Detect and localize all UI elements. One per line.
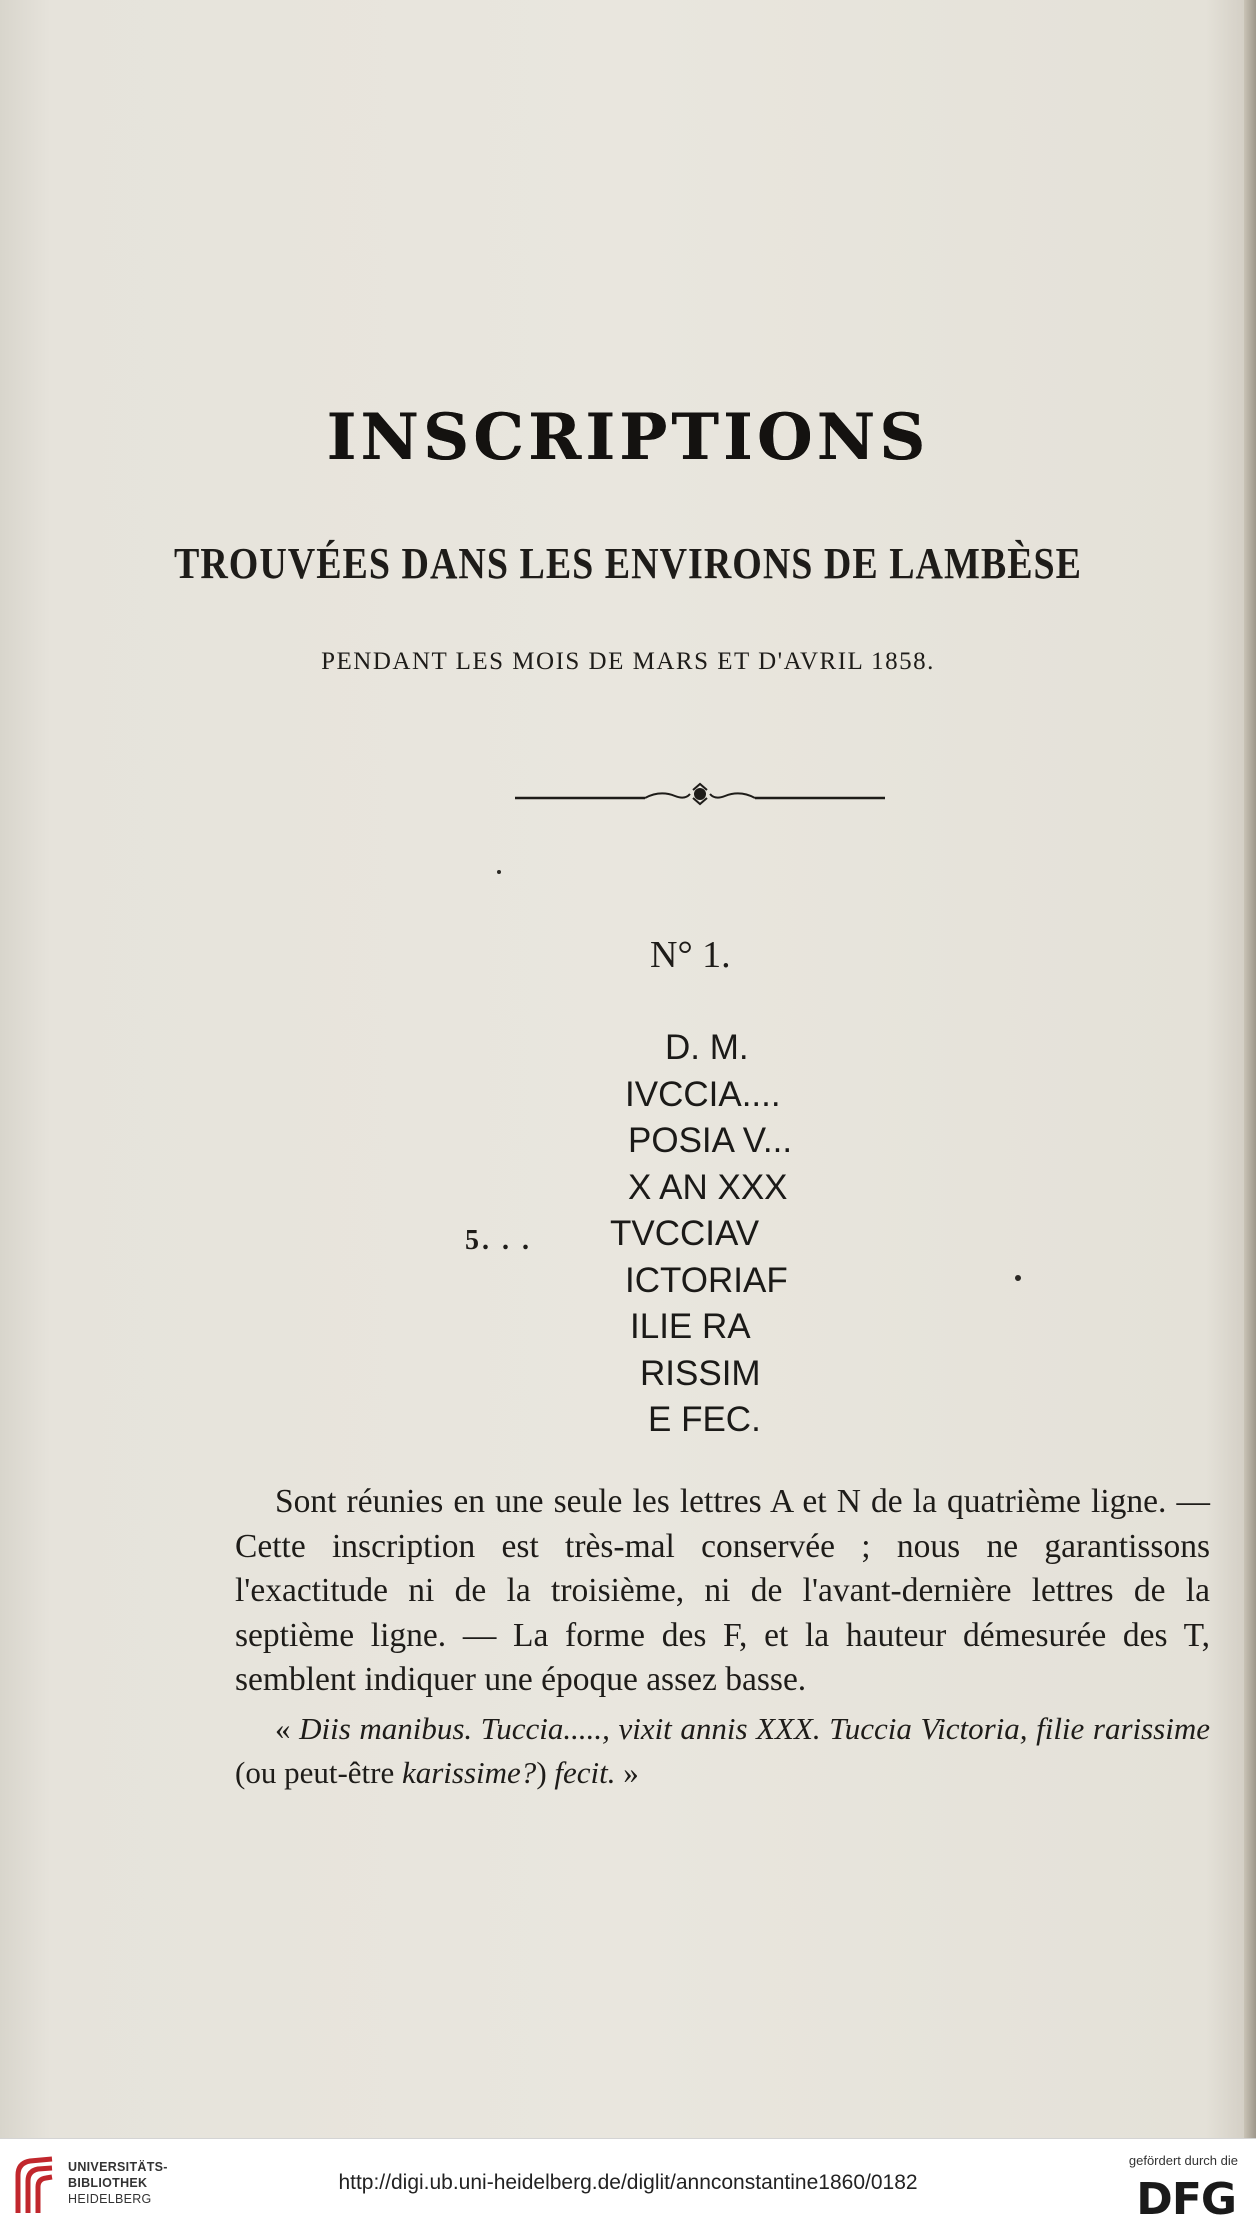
inscription-number: N° 1. [650, 934, 731, 976]
translation-italic: Diis manibus. Tuccia....., vixit annis XXX. Tuccia Victoria, filie rarissime [299, 1710, 1211, 1746]
inscription-line: RISSIM [640, 1353, 761, 1393]
inscription-line: D. M. [665, 1028, 749, 1067]
source-url-link[interactable]: http://digi.ub.uni-heidelberg.de/diglit/annconstantine1860/0182 [338, 2171, 918, 2194]
quote-open: « [275, 1710, 291, 1746]
dfg-logo: DFG [1136, 2174, 1236, 2225]
latin-translation [235, 1707, 1210, 1796]
funded-by-label: gefördert durch die [1128, 2153, 1238, 2168]
inscription-line: X AN XXX [628, 1167, 788, 1207]
commentary-block [235, 1480, 1210, 1796]
ink-speck [497, 870, 501, 874]
footer-bar [0, 2138, 1256, 2232]
translation-italic: fecit. [554, 1755, 616, 1790]
dateline: PENDANT LES MOIS DE MARS ET D'AVRIL 1858. [321, 648, 935, 675]
quote-close: » [623, 1755, 639, 1790]
ink-speck [1015, 1275, 1021, 1281]
page-edge [1244, 0, 1256, 2138]
inscription-line: ILIE RA [630, 1307, 751, 1346]
inscription-line: POSIA V... [628, 1121, 793, 1160]
page-title: INSCRIPTIONS [326, 400, 930, 475]
translation-plain: (ou peut-être [235, 1755, 395, 1790]
commentary-text: Sont réunies en une seule les lettres A et N de la quatrième ligne. — Cette inscription est très-mal conservée ; nous ne garantissons l'exactitude ni de la troisième, ni de l'avant-dernière lettres de la septième ligne. — La forme des F, et la hauteur démesurée des T, semblent indiquer une époque assez basse. [235, 1483, 1210, 1698]
inscription-line: TVCCIAV [610, 1214, 760, 1253]
subtitle: TROUVÉES DANS LES ENVIRONS DE LAMBÈSE [173, 539, 1083, 589]
ornament-divider [515, 780, 885, 810]
library-name-line: HEIDELBERG [68, 2192, 152, 2206]
translation-plain: ) [536, 1755, 547, 1790]
inscription-line: IVCCIA.... [625, 1074, 781, 1114]
inscription-line: ICTORIAF [625, 1260, 788, 1300]
line-number-label: 5. . . [465, 1225, 532, 1256]
inscription-text [600, 1025, 900, 1444]
library-name-line: BIBLIOTHEK [68, 2176, 148, 2190]
translation-italic: karissime? [401, 1755, 537, 1790]
inscription-line: E FEC. [648, 1400, 761, 1439]
library-name-line: UNIVERSITÄTS- [68, 2160, 168, 2174]
